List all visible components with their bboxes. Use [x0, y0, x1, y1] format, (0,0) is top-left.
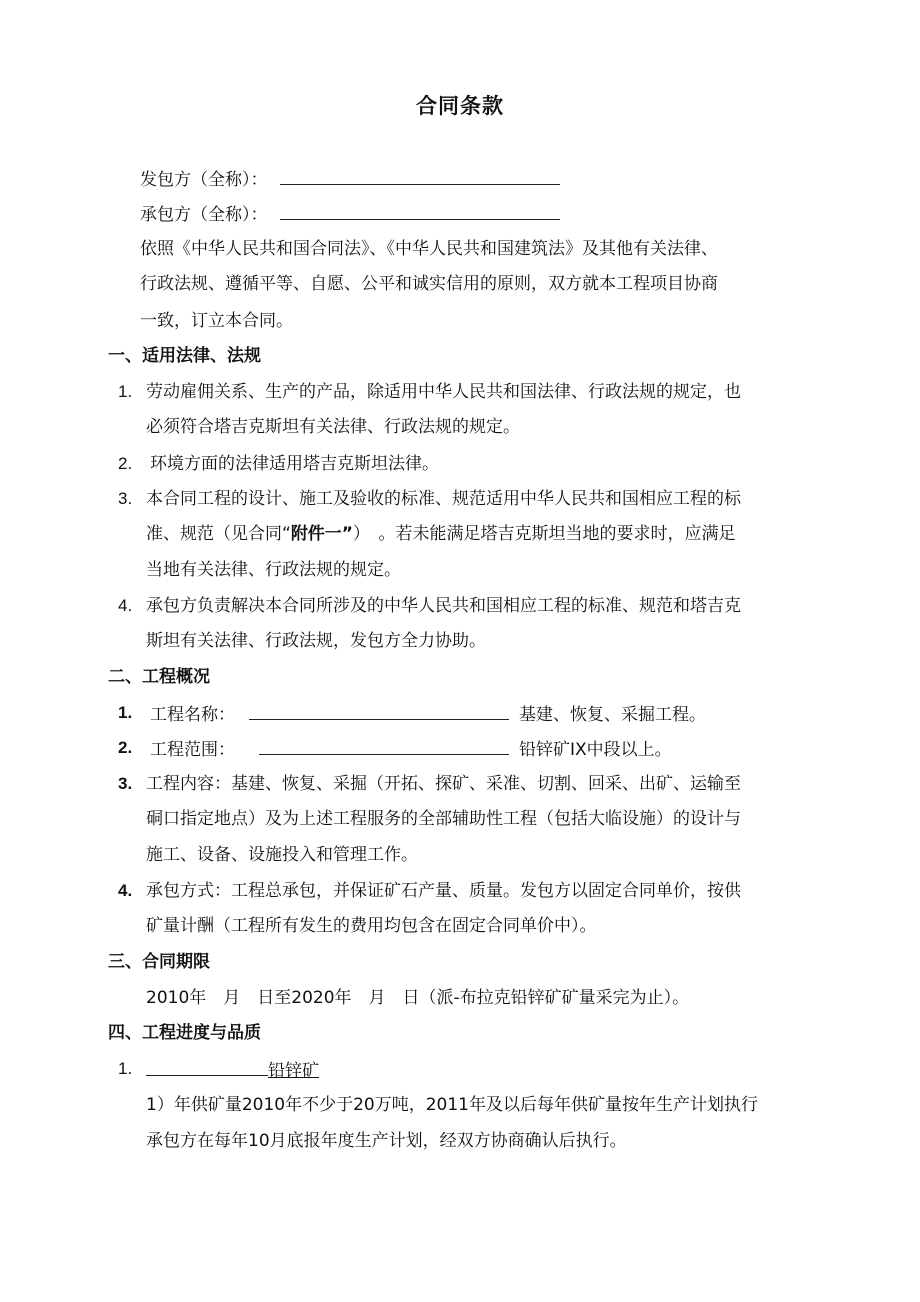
sec1-item-3-line-2-b: ） 。若未能满足塔吉克斯坦当地的要求时，应满足 — [353, 524, 736, 544]
section-3-heading: 三、合同期限 — [108, 952, 210, 972]
project-scope-blank — [259, 736, 509, 755]
sec2-item-2-line — [150, 736, 672, 762]
section-2-heading: 二、工程概况 — [108, 667, 210, 687]
contractor-label: 承包方（全称）： — [140, 205, 268, 225]
sec2-item-4-number: 4. — [118, 881, 133, 900]
sec1-item-1-line-1: 劳动雇佣关系、生产的产品，除适用中华人民共和国法律、行政法规的规定，也 — [146, 382, 741, 402]
sec2-item-1-line — [150, 701, 706, 727]
sec2-item-3-line-2: 硐口指定地点）及为上述工程服务的全部辅助性工程（包括大临设施）的设计与 — [146, 809, 741, 829]
sec4-item-1-value: 铅锌矿 — [268, 1061, 319, 1081]
sec2-item-4-line-1: 承包方式：工程总承包，并保证矿石产量、质量。发包方以固定合同单价，按供 — [146, 881, 741, 901]
contractor-line — [140, 201, 560, 227]
attachment-one-reference: 附件一” — [290, 524, 353, 544]
sec2-item-3-line-1: 工程内容：基建、恢复、采掘（开拓、探矿、采准、切割、回采、出矿、运输至 — [146, 774, 741, 794]
project-name-label: 工程名称： — [150, 705, 235, 725]
employer-blank — [280, 166, 560, 185]
contractor-blank — [280, 201, 560, 220]
sec1-item-4-line-2: 斯坦有关法律、行政法规，发包方全力协助。 — [146, 631, 486, 651]
intro-line-1: 依照《中华人民共和国合同法》、《中华人民共和国建筑法》及其他有关法律、 — [140, 239, 718, 259]
sec2-item-1-number: 1. — [118, 703, 133, 722]
sec2-item-3-number: 3. — [118, 774, 133, 793]
sec4-sub-1-line-2: 承包方在每年10月底报年度生产计划，经双方协商确认后执行。 — [146, 1131, 627, 1151]
intro-line-2: 行政法规、遵循平等、自愿、公平和诚实信用的原则，双方就本工程项目协商 — [140, 274, 718, 294]
project-scope-label: 工程范围： — [150, 740, 235, 760]
sec4-item-1-number: 1. — [118, 1059, 133, 1078]
intro-line-3: 一致，订立本合同。 — [140, 311, 293, 331]
section-4-heading: 四、工程进度与品质 — [108, 1023, 261, 1043]
sec1-item-3-line-3: 当地有关法律、行政法规的规定。 — [146, 560, 401, 580]
employer-label: 发包方（全称）： — [140, 170, 268, 190]
sec1-item-3-number: 3. — [118, 489, 133, 508]
employer-line — [140, 166, 560, 192]
sec1-item-1-line-2: 必须符合塔吉克斯坦有关法律、行政法规的规定。 — [146, 417, 520, 437]
project-name-blank — [249, 701, 509, 720]
sec1-item-3-line-2 — [146, 522, 736, 546]
sec1-item-3-line-2-a: 准、规范（见合同“ — [146, 524, 291, 544]
sec4-item-1-line — [146, 1057, 319, 1083]
page-title: 合同条款 — [416, 94, 504, 118]
sec2-item-2-number: 2. — [118, 738, 133, 757]
sec2-item-3-line-3: 施工、设备、设施投入和管理工作。 — [146, 845, 418, 865]
sec1-item-4-number: 4. — [118, 596, 133, 615]
sec1-item-1-number: 1. — [118, 382, 133, 401]
section-1-heading: 一、适用法律、法规 — [108, 346, 261, 366]
sec1-item-4-line-1: 承包方负责解决本合同所涉及的中华人民共和国相应工程的标准、规范和塔吉克 — [146, 596, 741, 616]
sec1-item-2-line-1: 环境方面的法律适用塔吉克斯坦法律。 — [150, 454, 439, 474]
sec1-item-3-line-1: 本合同工程的设计、施工及验收的标准、规范适用中华人民共和国相应工程的标 — [146, 489, 741, 509]
sec4-item-1-blank — [146, 1057, 268, 1076]
sec1-item-2-number: 2. — [118, 454, 133, 473]
project-name-value: 基建、恢复、采掘工程。 — [519, 705, 706, 725]
sec2-item-4-line-2: 矿量计酬（工程所有发生的费用均包含在固定合同单价中）。 — [146, 916, 597, 936]
sec4-sub-1-line-1: 1）年供矿量2010年不少于20万吨，2011年及以后每年供矿量按年生产计划执行 — [146, 1095, 758, 1115]
project-scope-value: 铅锌矿IX中段以上。 — [519, 740, 672, 760]
contract-period-text: 2010年 月 日至2020年 月 日（派-布拉克铅锌矿矿量采完为止）。 — [146, 988, 690, 1008]
